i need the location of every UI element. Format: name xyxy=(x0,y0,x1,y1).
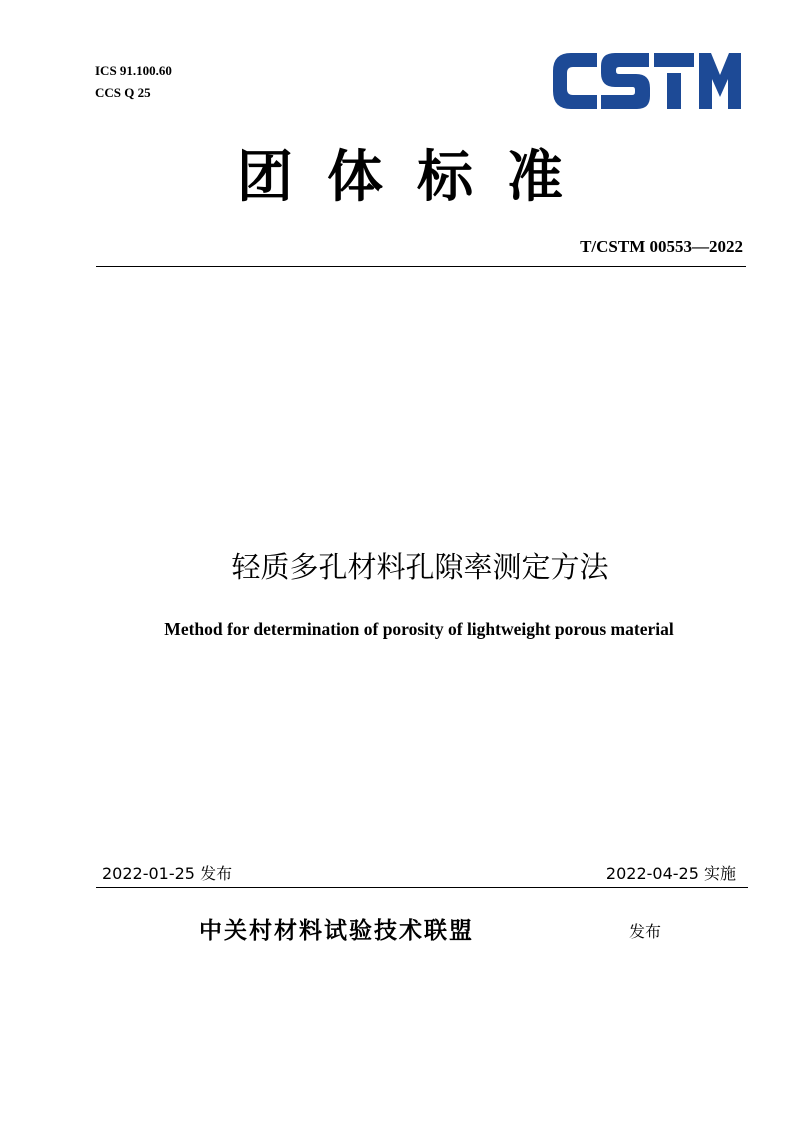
ccs-code: CCS Q 25 xyxy=(95,85,151,100)
publisher-name: 中关村材料试验技术联盟 xyxy=(199,918,474,944)
cstm-logo xyxy=(553,53,741,109)
footer-divider xyxy=(96,887,748,888)
implement-date: 2022-04-25 xyxy=(605,864,699,883)
publish-date-block xyxy=(102,861,232,884)
implement-date-label: 实施 xyxy=(703,864,736,883)
publish-date-label: 发布 xyxy=(200,864,233,883)
document-title-chinese: 轻质多孔材料孔隙率测定方法 xyxy=(231,550,609,584)
implement-date-block xyxy=(606,861,736,884)
standard-category-title: 团体标准 xyxy=(237,145,597,210)
header-divider xyxy=(96,266,746,267)
classification-codes xyxy=(95,60,172,104)
publisher-action: 发布 xyxy=(629,922,662,941)
document-title-english: Method for determination of porosity of lightweight porous material xyxy=(164,619,674,639)
publish-date: 2022-01-25 xyxy=(102,864,195,883)
standard-number: T/CSTM 00553—2022 xyxy=(580,237,743,256)
ics-code: ICS 91.100.60 xyxy=(95,63,172,78)
